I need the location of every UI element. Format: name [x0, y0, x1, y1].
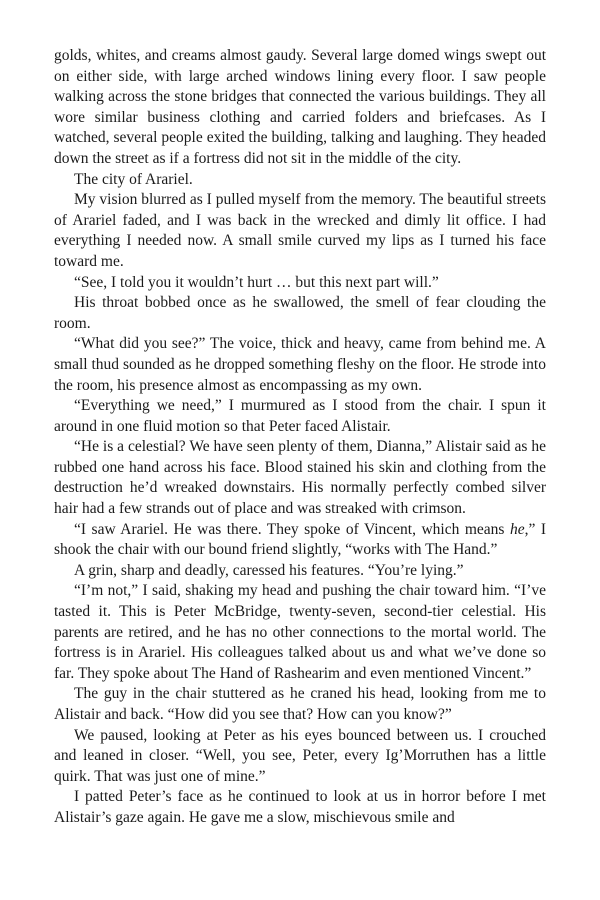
paragraph-5: His throat bobbed once as he swallowed, the smell of fear clouding the room. [54, 294, 546, 332]
paragraph-9-after: ,” I shook the chair with our bound friend slightly, “works with The Hand.” [54, 520, 546, 559]
paragraph-6: “What did you see?” The voice, thick and heavy, came from behind me. A small thud sounded as he dropped something fleshy on the floor. He strode into the room, his presence almost as encompassing as my own. [54, 335, 546, 394]
paragraph-11: “I’m not,” I said, shaking my head and pushing the chair toward him. “I’ve tasted it. This is Peter McBridge, twenty-seven, second-tier celestial. His parents are retired, and he has no other connections to the mortal world. The fortress is in Arariel. His colleagues talked about us and what we’ve done so far. They spoke about The Hand of Rashearim and even mentioned Vincent.” [54, 582, 546, 682]
paragraph-8: “He is a celestial? We have seen plenty of them, Dianna,” Alistair said as he rubbed one hand across his face. Blood stained his skin and clothing from the destruction he’d wreaked downstairs. His normally perfectly combed silver hair had a few strands out of place and was streaked with crimson. [54, 438, 546, 518]
book-page [54, 46, 546, 829]
paragraph-2: The city of Arariel. [74, 170, 193, 188]
paragraph-14: I patted Peter’s face as he continued to look at us in horror before I met Alistair’s gaze again. He gave me a slow, mischievous smile and [54, 788, 546, 826]
paragraph-9-italic: he [509, 520, 525, 538]
paragraph-3: My vision blurred as I pulled myself from the memory. The beautiful streets of Arariel faded, and I was back in the wrecked and dimly lit office. I had everything I needed now. A small smile curved my lips as I turned his face toward me. [54, 191, 546, 270]
paragraph-4: “See, I told you it wouldn’t hurt … but this next part will.” [74, 273, 439, 291]
paragraph-12: The guy in the chair stuttered as he craned his head, looking from me to Alistair and back. “How did you see that? How can you know?” [54, 685, 546, 723]
paragraph-10: A grin, sharp and deadly, caressed his features. “You’re lying.” [74, 561, 464, 579]
paragraph-1: golds, whites, and creams almost gaudy. Several large domed wings swept out on either side, with large arched windows lining every floor. I saw people walking across the stone bridges that connected the various buildings. They all wore similar business clothing and carried folders and briefcases. As I watched, several people exited the building, talking and laughing. They headed down the street as if a fortress did not sit in the middle of the city. [54, 47, 546, 167]
paragraph-9-before: “I saw Arariel. He was there. They spoke of Vincent, which means [74, 520, 510, 538]
paragraph-9 [54, 520, 546, 561]
paragraph-13: We paused, looking at Peter as his eyes bounced between us. I crouched and leaned in closer. “Well, you see, Peter, every Ig’Morruthen has a little quirk. That was just one of mine.” [54, 726, 546, 785]
paragraph-7: “Everything we need,” I murmured as I stood from the chair. I spun it around in one fluid motion so that Peter faced Alistair. [54, 397, 546, 435]
